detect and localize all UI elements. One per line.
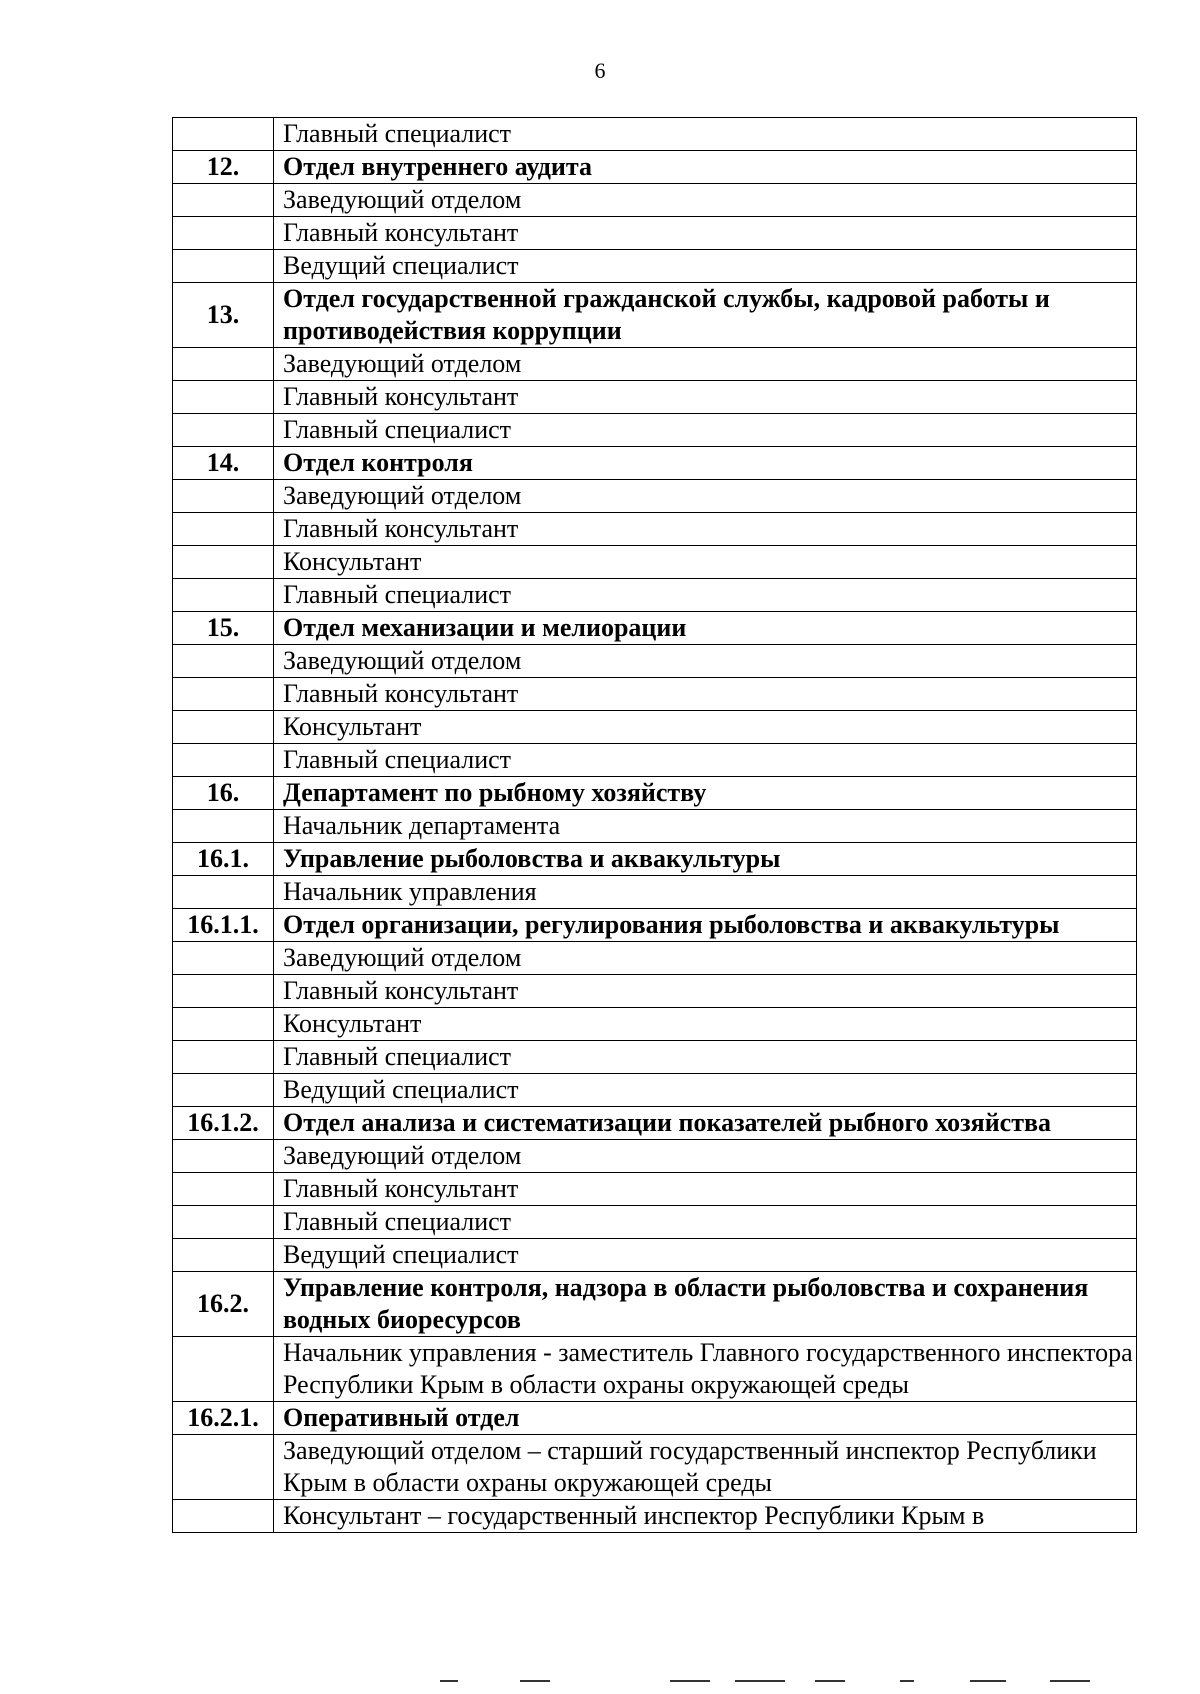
position-row (173, 1041, 1137, 1074)
row-number (173, 975, 274, 1008)
position-row (173, 184, 1137, 217)
scan-mark (815, 1680, 845, 1682)
row-number (173, 1041, 274, 1074)
row-number (173, 1074, 274, 1107)
scan-mark (970, 1680, 1006, 1682)
position-title: Главный консультант (274, 381, 1137, 414)
position-title: Заведующий отделом (274, 645, 1137, 678)
row-number (173, 546, 274, 579)
position-row (173, 1206, 1137, 1239)
row-number (173, 1435, 274, 1500)
position-row (173, 678, 1137, 711)
section-title: Отдел организации, регулирования рыболовства и аквакультуры (274, 909, 1137, 942)
position-row (173, 711, 1137, 744)
position-row (173, 1008, 1137, 1041)
position-row (173, 876, 1137, 909)
position-row (173, 744, 1137, 777)
position-title: Заведующий отделом (274, 348, 1137, 381)
row-number: 16.2.1. (173, 1402, 274, 1435)
scan-artifacts (0, 1680, 1200, 1688)
row-number (173, 1008, 274, 1041)
row-number: 15. (173, 612, 274, 645)
position-title: Консультант (274, 546, 1137, 579)
section-row (173, 283, 1137, 348)
row-number (173, 1337, 274, 1402)
row-number (173, 810, 274, 843)
section-row (173, 777, 1137, 810)
position-title: Начальник управления - заместитель Главного государственного инспектора Республики Крым в области охраны окружающей среды (274, 1337, 1137, 1402)
row-number (173, 744, 274, 777)
position-row (173, 1173, 1137, 1206)
position-row (173, 1239, 1137, 1272)
row-number: 13. (173, 283, 274, 348)
position-title: Заведующий отделом (274, 1140, 1137, 1173)
position-row (173, 250, 1137, 283)
scan-mark (900, 1680, 914, 1682)
row-number (173, 942, 274, 975)
row-number (173, 579, 274, 612)
row-number: 14. (173, 447, 274, 480)
staff-table-body (173, 118, 1137, 1533)
position-row (173, 975, 1137, 1008)
position-title: Начальник управления (274, 876, 1137, 909)
position-row (173, 381, 1137, 414)
row-number (173, 1173, 274, 1206)
row-number: 12. (173, 151, 274, 184)
position-title: Главный специалист (274, 744, 1137, 777)
scan-mark (670, 1680, 710, 1682)
scan-mark (1050, 1680, 1090, 1682)
position-title: Консультант (274, 711, 1137, 744)
position-title: Ведущий специалист (274, 1074, 1137, 1107)
position-row (173, 1074, 1137, 1107)
position-title: Ведущий специалист (274, 250, 1137, 283)
position-row (173, 1500, 1137, 1533)
position-title: Главный специалист (274, 414, 1137, 447)
row-number (173, 645, 274, 678)
position-title: Главный специалист (274, 579, 1137, 612)
position-row (173, 546, 1137, 579)
row-number (173, 348, 274, 381)
position-row (173, 480, 1137, 513)
section-row (173, 612, 1137, 645)
row-number: 16. (173, 777, 274, 810)
section-row (173, 1272, 1137, 1337)
section-row (173, 1402, 1137, 1435)
row-number (173, 678, 274, 711)
row-number (173, 250, 274, 283)
row-number (173, 480, 274, 513)
position-title: Главный специалист (274, 1206, 1137, 1239)
row-number (173, 1206, 274, 1239)
row-number: 16.1.2. (173, 1107, 274, 1140)
position-row (173, 1337, 1137, 1402)
position-title: Заведующий отделом – старший государственный инспектор Республики Крым в области охраны окружающей среды (274, 1435, 1137, 1500)
row-number (173, 118, 274, 151)
scan-mark (440, 1680, 458, 1682)
position-row (173, 1435, 1137, 1500)
section-row (173, 1107, 1137, 1140)
row-number (173, 1500, 274, 1533)
row-number (173, 217, 274, 250)
position-title: Главный консультант (274, 678, 1137, 711)
position-row (173, 645, 1137, 678)
position-title: Начальник департамента (274, 810, 1137, 843)
row-number (173, 414, 274, 447)
page-number: 6 (594, 58, 606, 83)
section-title: Отдел анализа и систематизации показателей рыбного хозяйства (274, 1107, 1137, 1140)
position-title: Заведующий отделом (274, 942, 1137, 975)
position-title: Главный консультант (274, 975, 1137, 1008)
position-row (173, 942, 1137, 975)
position-row (173, 118, 1137, 151)
position-row (173, 513, 1137, 546)
section-title: Отдел механизации и мелиорации (274, 612, 1137, 645)
position-title: Заведующий отделом (274, 184, 1137, 217)
section-title: Управление контроля, надзора в области рыболовства и сохранения водных биоресурсов (274, 1272, 1137, 1337)
position-row (173, 414, 1137, 447)
position-row (173, 217, 1137, 250)
section-row (173, 447, 1137, 480)
position-title: Заведующий отделом (274, 480, 1137, 513)
section-title: Департамент по рыбному хозяйству (274, 777, 1137, 810)
position-row (173, 579, 1137, 612)
position-row (173, 348, 1137, 381)
section-row (173, 843, 1137, 876)
row-number (173, 184, 274, 217)
section-title: Отдел внутреннего аудита (274, 151, 1137, 184)
row-number (173, 711, 274, 744)
position-title: Главный специалист (274, 1041, 1137, 1074)
section-title: Оперативный отдел (274, 1402, 1137, 1435)
row-number (173, 1239, 274, 1272)
position-title: Главный специалист (274, 118, 1137, 151)
row-number: 16.2. (173, 1272, 274, 1337)
row-number: 16.1.1. (173, 909, 274, 942)
scan-mark (735, 1680, 785, 1682)
position-title: Главный консультант (274, 513, 1137, 546)
position-row (173, 1140, 1137, 1173)
position-title: Консультант – государственный инспектор Республики Крым в (274, 1500, 1137, 1533)
section-row (173, 151, 1137, 184)
section-title: Отдел контроля (274, 447, 1137, 480)
scan-mark (520, 1680, 550, 1682)
position-title: Ведущий специалист (274, 1239, 1137, 1272)
section-row (173, 909, 1137, 942)
position-title: Консультант (274, 1008, 1137, 1041)
row-number (173, 381, 274, 414)
row-number (173, 1140, 274, 1173)
section-title: Управление рыболовства и аквакультуры (274, 843, 1137, 876)
section-title: Отдел государственной гражданской службы, кадровой работы и противодействия коррупции (274, 283, 1137, 348)
staff-table (172, 117, 1137, 1533)
row-number (173, 876, 274, 909)
position-row (173, 810, 1137, 843)
row-number (173, 513, 274, 546)
position-title: Главный консультант (274, 217, 1137, 250)
row-number: 16.1. (173, 843, 274, 876)
position-title: Главный консультант (274, 1173, 1137, 1206)
